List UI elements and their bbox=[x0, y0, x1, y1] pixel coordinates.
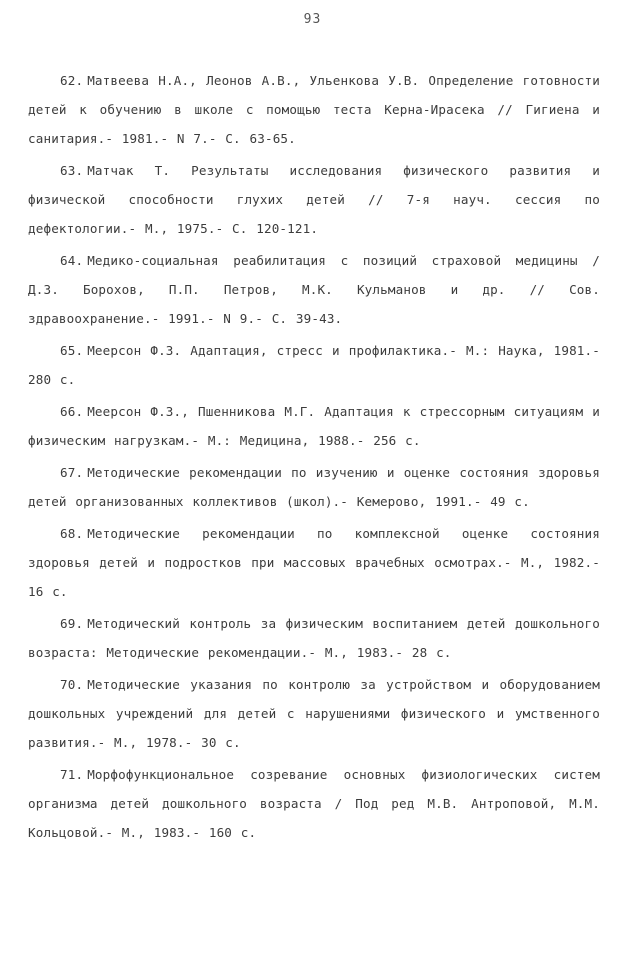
reference-text: Меерсон Ф.З. Адаптация, стресс и профилактика.- М.: Наука, 1981.- 280 с. bbox=[28, 343, 600, 387]
reference-number: 70. bbox=[60, 677, 84, 692]
reference-item bbox=[28, 519, 600, 606]
reference-number: 64. bbox=[60, 253, 84, 268]
reference-text: Методические рекомендации по изучению и оценке состояния здоровья детей организованных коллективов (школ).- Кемерово, 1991.- 49 с. bbox=[28, 465, 600, 509]
reference-item bbox=[28, 458, 600, 516]
reference-text: Методические указания по контролю за устройством и оборудованием дошкольных учреждений для детей с нарушениями физического и умственного развития.- М., 1978.- 30 с. bbox=[28, 677, 600, 750]
reference-text: Морфофункциональное созревание основных физиологических систем организма детей дошкольного возраста / Под ред М.В. Антроповой, М.М. Кольцовой.- М., 1983.- 160 с. bbox=[28, 767, 600, 840]
reference-item bbox=[28, 66, 600, 153]
reference-item bbox=[28, 760, 600, 847]
reference-item bbox=[28, 670, 600, 757]
reference-number: 65. bbox=[60, 343, 84, 358]
reference-text: Методические рекомендации по комплексной оценке состояния здоровья детей и подростков при массовых врачебных осмотрах.- М., 1982.- 16 с. bbox=[28, 526, 600, 599]
reference-item bbox=[28, 156, 600, 243]
reference-text: Матвеева Н.А., Леонов А.В., Ульенкова У.В. Определение готовности детей к обучению в школе с помощью теста Керна-Ирасека // Гигиена и санитария.- 1981.- N 7.- С. 63-65. bbox=[28, 73, 600, 146]
reference-item bbox=[28, 336, 600, 394]
reference-number: 63. bbox=[60, 163, 84, 178]
reference-item bbox=[28, 246, 600, 333]
reference-text: Медико-социальная реабилитация с позиций страховой медицины / Д.З. Борохов, П.П. Петров, М.К. Кульманов и др. // Сов. здравоохранение.- 1991.- N 9.- С. 39-43. bbox=[28, 253, 600, 326]
reference-text: Матчак Т. Результаты исследования физического развития и физической способности глухих детей // 7-я науч. сессия по дефектологии.- М., 1975.- С. 120-121. bbox=[28, 163, 600, 236]
reference-item bbox=[28, 397, 600, 455]
reference-number: 66. bbox=[60, 404, 84, 419]
reference-number: 69. bbox=[60, 616, 84, 631]
reference-number: 62. bbox=[60, 73, 84, 88]
reference-number: 71. bbox=[60, 767, 84, 782]
page-number: 93 bbox=[303, 12, 322, 27]
reference-list bbox=[28, 66, 600, 850]
reference-text: Меерсон Ф.З., Пшенникова М.Г. Адаптация к стрессорным ситуациям и физическим нагрузкам.- М.: Медицина, 1988.- 256 с. bbox=[28, 404, 600, 448]
reference-item bbox=[28, 609, 600, 667]
reference-number: 68. bbox=[60, 526, 84, 541]
reference-text: Методический контроль за физическим воспитанием детей дошкольного возраста: Методические рекомендации.- М., 1983.- 28 с. bbox=[28, 616, 600, 660]
reference-number: 67. bbox=[60, 465, 84, 480]
